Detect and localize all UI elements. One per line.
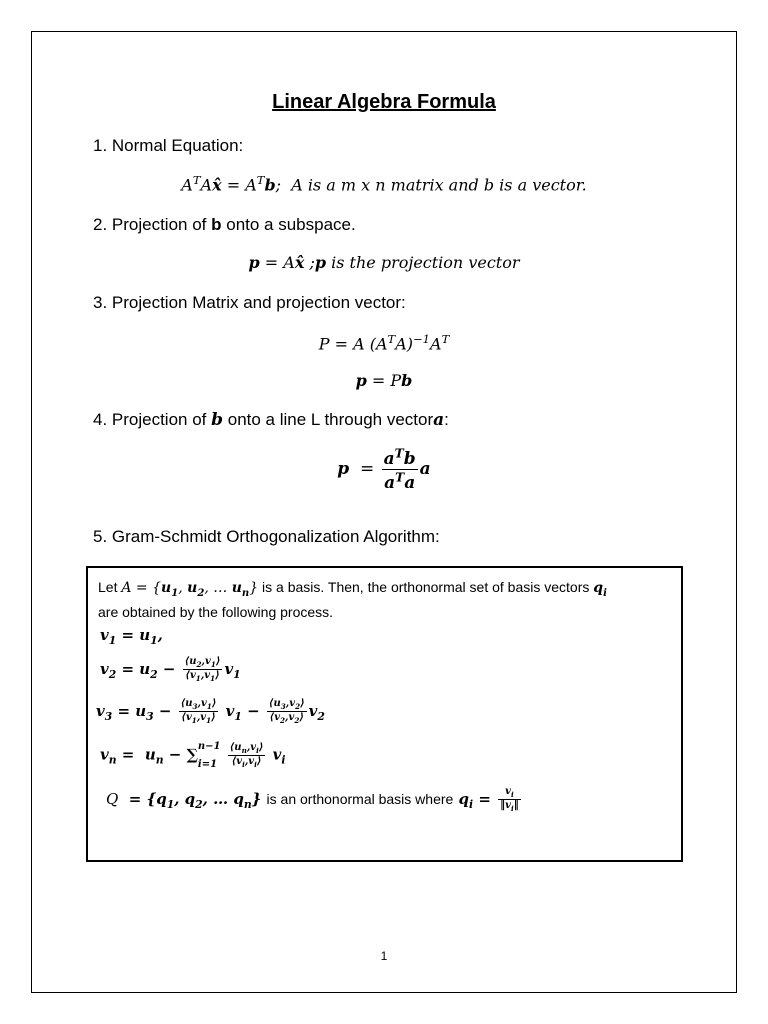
projection-matrix-equation: P = A $(A^TA)^{-1}A^T$ <box>318 332 450 354</box>
q-basis-text: is an orthonormal basis where <box>266 790 454 807</box>
section-5-heading: 5. Gram-Schmidt Orthogonalization Algorithm: <box>93 527 440 546</box>
projection-vector-equation: p = Pb <box>355 371 413 390</box>
v2-equation: $v_2 = u_2$ − $\frac{⟨u_2,v_1⟩}{⟨v_1,v_1⟩}$ $v_1$ <box>100 656 241 684</box>
section-4-heading: 4. Projection of b onto a line L through vectora: <box>93 410 449 430</box>
line-projection-fraction: $\frac{a^Tb}{a^Ta}$ <box>383 446 416 493</box>
gram-schmidt-box <box>86 566 683 862</box>
section-3-heading: 3. Projection Matrix and projection vector: <box>93 293 406 312</box>
gram-schmidt-intro: Let $A = \{u_1$, $u_2$, … $u_n$} is a basis. Then, the orthonormal set of basis vectors $q_i$ are obtained by the following process. <box>98 579 607 620</box>
section-2-heading: 2. Projection of b onto a subspace. <box>93 215 356 234</box>
normal-equation-description: A is a m x n matrix and b is a vector. <box>291 175 587 195</box>
v3-equation: $v_3 = u_3$ − $\frac{⟨u_3,v_1⟩}{⟨v_1,v_1⟩}$ $v_1$ − $\frac{⟨u_3,v_2⟩}{⟨v_2,v_2⟩}$ $v_2$ <box>96 698 325 726</box>
normal-equation: $A^TAx̂ = A^Tb$; A is a m x n matrix and b is a vector. <box>181 173 587 195</box>
projection-description: is the projection vector <box>331 253 520 272</box>
document-title: Linear Algebra Formula <box>272 91 496 113</box>
section-1-heading: 1. Normal Equation: <box>93 136 244 155</box>
page-number: 1 <box>380 949 388 963</box>
line-projection-equation: p = $\frac{a^Tb}{a^Ta}$ a <box>337 446 431 493</box>
v1-equation: $v_1 = u_1$, <box>100 626 163 647</box>
q-basis-equation: $Q = \{q_1$, $q_2$, … $q_n$} is an orthonormal basis where $q_i$ = $\frac{v_i}{‖v_i‖}$ <box>106 786 519 814</box>
projection-equation: p = Ax̂ ;p is the projection vector <box>248 253 520 272</box>
vn-equation: $v_n = u_n - \sum^{n-1}$ $_{i=1}$ $\frac{⟨u_n,v_i⟩}{⟨v_i,v_i⟩}$ $v_i$ <box>100 741 286 771</box>
